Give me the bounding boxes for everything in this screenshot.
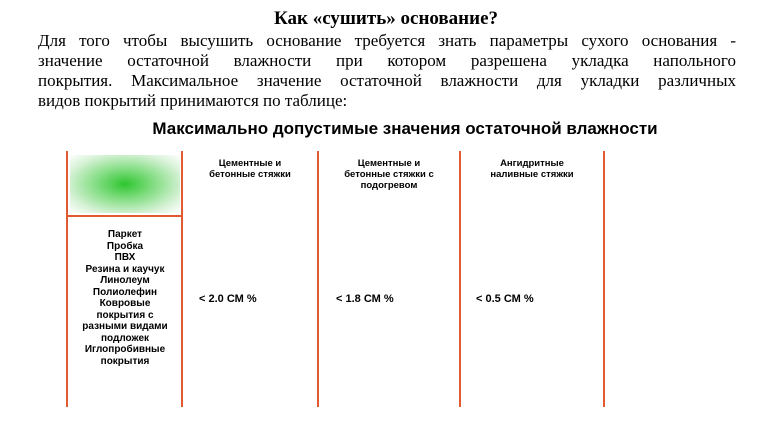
table-border-right — [603, 151, 605, 407]
column-header-heated-line-1: Цементные и — [357, 158, 421, 169]
value-anhydrite: < 0.5 СМ % — [476, 293, 534, 305]
value-cement-heated: < 1.8 СМ % — [336, 293, 394, 305]
header-cell-bottom-line — [66, 215, 183, 217]
column-header-cement-heated — [319, 158, 459, 191]
column-header-anhydrite-line-2: наливные стяжки — [490, 169, 574, 180]
column-header-heated-line-2: бетонные стяжки с — [344, 169, 434, 180]
material-item: разными видами — [82, 321, 168, 332]
material-item: Пробка — [106, 240, 144, 252]
material-item: Ковровые — [99, 298, 151, 309]
value-cement: < 2.0 СМ % — [199, 293, 257, 305]
material-item: Иглопробивные — [84, 344, 166, 355]
table-title: Максимально допустимые значения остаточной влажности — [152, 119, 658, 138]
table-divider-3 — [459, 151, 461, 407]
column-header-heated-line-3: подогревом — [360, 180, 418, 191]
paragraph-line-3: покрытия. Максимальное значение остаточной влажности для укладки различных — [38, 71, 736, 90]
paragraph-line-2: значение остаточной влажности при котором разрешена укладка напольного — [38, 51, 736, 70]
material-item: Резина и каучук — [85, 263, 165, 275]
green-swatch — [70, 155, 180, 213]
column-header-cement-line-2: бетонные стяжки — [209, 169, 291, 180]
paragraph-line-4: видов покрытий принимаются по таблице: — [38, 91, 348, 110]
material-item: подложек — [100, 332, 150, 344]
material-item: Полиолефин — [92, 286, 158, 298]
material-item: покрытия с — [96, 309, 154, 321]
column-header-cement-line-1: Цементные и — [218, 158, 282, 169]
material-item: Паркет — [107, 229, 143, 240]
material-item: ПВХ — [114, 252, 136, 263]
material-item: покрытия — [100, 355, 150, 367]
page-title: Как «сушить» основание? — [273, 8, 499, 29]
paragraph-line-1: Для того чтобы высушить основание требуется знать параметры сухого основания - — [38, 31, 736, 50]
column-header-anhydrite — [461, 158, 603, 180]
column-header-anhydrite-line-1: Ангидритные — [500, 158, 564, 169]
material-item: Линолеум — [100, 275, 150, 286]
materials-list — [68, 229, 182, 367]
column-header-cement — [183, 158, 317, 180]
